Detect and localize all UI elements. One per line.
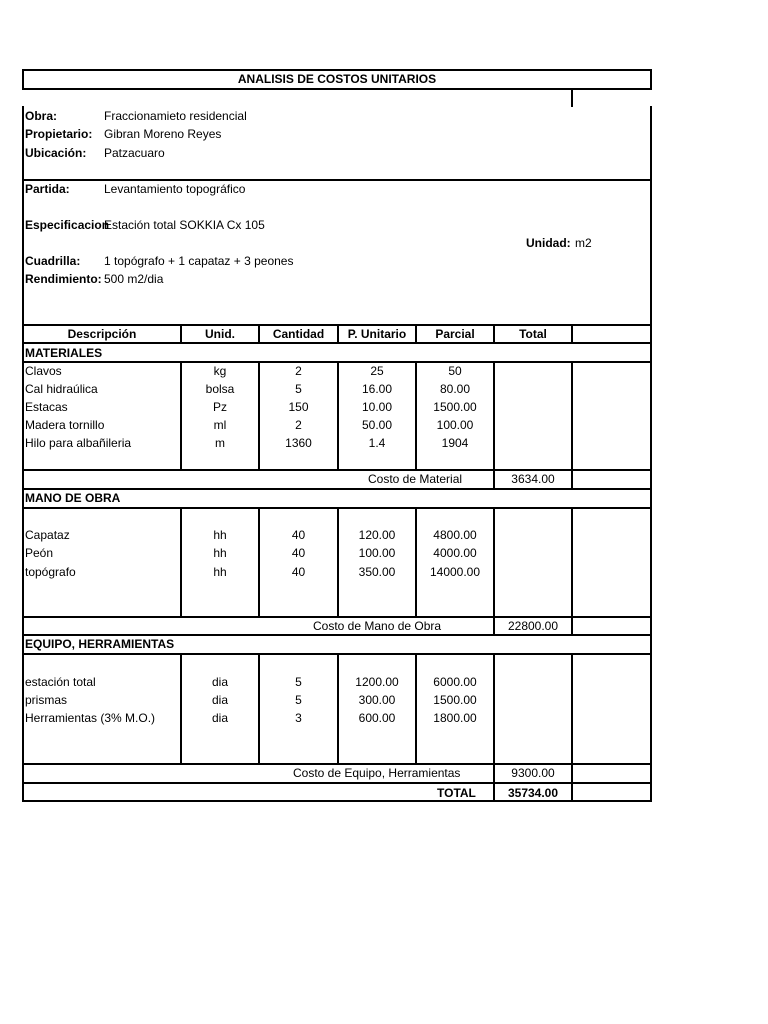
cell-p-unitario: 350.00 — [358, 565, 396, 579]
cuadrilla-label: Cuadrilla: — [25, 254, 81, 268]
cell-cantidad: 40 — [291, 565, 306, 579]
cell-cantidad: 5 — [295, 675, 302, 689]
subtotal-equipo-label: Costo de Equipo, Herramientas — [293, 766, 461, 780]
cell-descripcion: Capataz — [25, 528, 70, 542]
cell-descripcion: Estacas — [25, 400, 68, 414]
section-mano-obra: MANO DE OBRA — [25, 491, 121, 505]
cell-descripcion: prismas — [25, 693, 68, 707]
cell-cantidad: 40 — [291, 528, 306, 542]
cell-descripcion: Peón — [25, 546, 54, 560]
cell-unid: dia — [211, 711, 228, 725]
subtotal-mano-obra-label: Costo de Mano de Obra — [313, 619, 442, 633]
cell-descripcion: Hilo para albañileria — [25, 436, 132, 450]
cell-parcial: 6000.00 — [433, 675, 477, 689]
header-unid: Unid. — [205, 327, 235, 341]
ubicacion-label: Ubicación: — [25, 146, 87, 160]
cuadrilla-value: 1 topógrafo + 1 capataz + 3 peones — [104, 254, 294, 268]
propietario-value: Gibran Moreno Reyes — [104, 127, 222, 141]
cell-cantidad: 5 — [295, 693, 302, 707]
subtotal-material-label: Costo de Material — [368, 472, 463, 486]
rendimiento-label: Rendimiento: — [25, 272, 102, 286]
cell-cantidad: 1360 — [285, 436, 312, 450]
cell-parcial: 50 — [448, 364, 462, 378]
obra-label: Obra: — [25, 109, 58, 123]
cell-parcial: 4800.00 — [433, 528, 477, 542]
cell-parcial: 80.00 — [439, 382, 471, 396]
rendimiento-value: 500 m2/dia — [104, 272, 164, 286]
cell-unid: ml — [213, 418, 227, 432]
cell-p-unitario: 120.00 — [358, 528, 396, 542]
cell-parcial: 1800.00 — [433, 711, 477, 725]
especificacion-label: Especificacion — [25, 218, 110, 232]
cell-p-unitario: 1.4 — [368, 436, 386, 450]
cell-unid: m — [215, 436, 225, 450]
cell-unid: kg — [213, 364, 227, 378]
cell-cantidad: 2 — [295, 418, 302, 432]
cell-parcial: 1500.00 — [433, 400, 477, 414]
cell-parcial: 1500.00 — [433, 693, 477, 707]
cell-descripcion: estación total — [25, 675, 96, 689]
section-equipo: EQUIPO, HERRAMIENTAS — [25, 637, 175, 651]
cell-cantidad: 40 — [291, 546, 306, 560]
cell-cantidad: 5 — [295, 382, 302, 396]
cell-p-unitario: 1200.00 — [355, 675, 399, 689]
cell-cantidad: 2 — [295, 364, 302, 378]
propietario-label: Propietario: — [25, 127, 93, 141]
cell-unid: dia — [211, 675, 228, 689]
cell-descripcion: Madera tornillo — [25, 418, 105, 432]
cell-unid: bolsa — [205, 382, 235, 396]
page-title: ANALISIS DE COSTOS UNITARIOS — [237, 72, 437, 86]
cell-p-unitario: 300.00 — [358, 693, 396, 707]
section-materiales: MATERIALES — [25, 346, 103, 360]
cell-p-unitario: 600.00 — [358, 711, 396, 725]
unidad-value: m2 — [575, 236, 592, 250]
total-label: TOTAL — [437, 786, 476, 800]
cell-cantidad: 3 — [295, 711, 302, 725]
cell-cantidad: 150 — [288, 400, 309, 414]
cell-unid: dia — [211, 693, 228, 707]
subtotal-mano-obra-value: 22800.00 — [507, 619, 559, 633]
subtotal-material-value: 3634.00 — [511, 472, 555, 486]
header-parcial: Parcial — [435, 327, 475, 341]
cell-descripcion: Cal hidraúlica — [25, 382, 98, 396]
cell-unid: hh — [213, 565, 227, 579]
header-cantidad: Cantidad — [272, 327, 325, 341]
cell-p-unitario: 50.00 — [361, 418, 393, 432]
total-value: 35734.00 — [507, 786, 559, 800]
header-p-unitario: P. Unitario — [347, 327, 407, 341]
cell-parcial: 4000.00 — [433, 546, 477, 560]
cell-p-unitario: 100.00 — [358, 546, 396, 560]
cell-parcial: 100.00 — [436, 418, 474, 432]
cell-unid: Pz — [212, 400, 227, 414]
cell-descripcion: Clavos — [25, 364, 62, 378]
especificacion-value: Estación total SOKKIA Cx 105 — [104, 218, 265, 232]
cell-unid: hh — [213, 546, 227, 560]
cell-descripcion: topógrafo — [25, 565, 76, 579]
cell-unid: hh — [213, 528, 227, 542]
cell-p-unitario: 25 — [370, 364, 384, 378]
ubicacion-value: Patzacuaro — [104, 146, 165, 160]
unidad-label: Unidad: — [526, 236, 571, 250]
partida-label: Partida: — [25, 182, 70, 196]
header-descripcion: Descripción — [67, 327, 137, 341]
subtotal-equipo-value: 9300.00 — [511, 766, 555, 780]
partida-value: Levantamiento topográfico — [104, 182, 246, 196]
header-total: Total — [519, 327, 547, 341]
cell-descripcion: Herramientas (3% M.O.) — [25, 711, 156, 725]
cell-p-unitario: 16.00 — [361, 382, 393, 396]
obra-value: Fraccionamieto residencial — [104, 109, 247, 123]
cell-p-unitario: 10.00 — [361, 400, 393, 414]
cell-parcial: 14000.00 — [429, 565, 481, 579]
cell-parcial: 1904 — [441, 436, 469, 450]
